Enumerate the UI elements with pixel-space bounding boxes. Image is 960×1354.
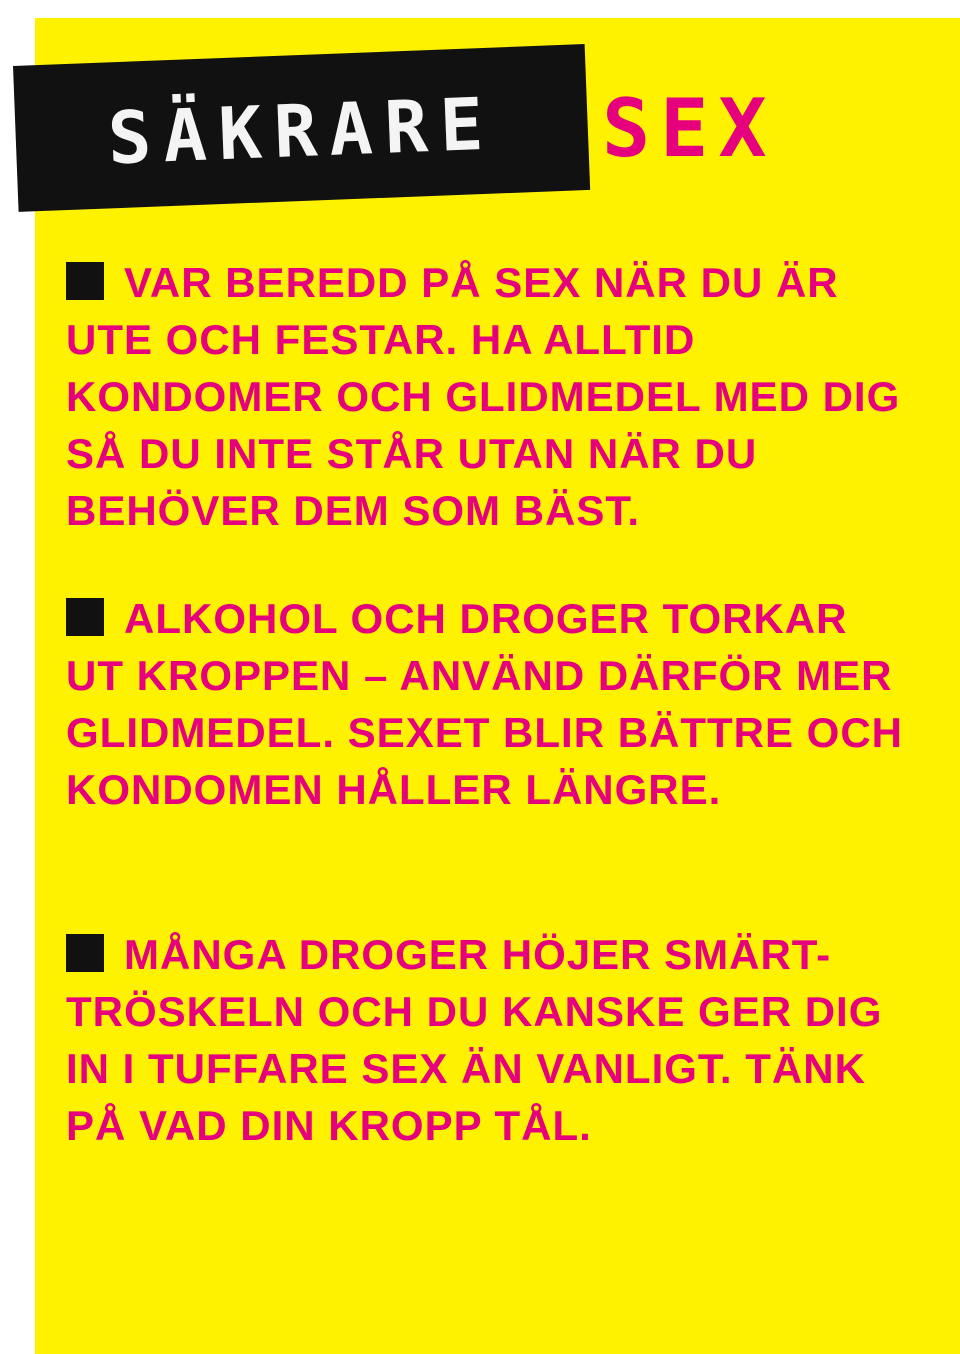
- paragraph-1: [66, 254, 906, 539]
- title-accent: SEX: [602, 82, 777, 175]
- paragraph-1-text: VAR BEREDD PÅ SEX NÄR DU ÄR UTE OCH FESTAR. HA ALLTID KONDOMER OCH GLIDMEDEL MED DIG SÅ DU INTE STÅR UTAN NÄR DU BEHÖVER DEM SOM BÄST.: [66, 259, 901, 534]
- square-bullet-icon: [66, 262, 104, 300]
- square-bullet-icon: [66, 598, 104, 636]
- title-main: SÄKRARE: [106, 81, 497, 181]
- paragraph-2-text: ALKOHOL OCH DROGER TORKAR UT KROPPEN – ANVÄND DÄRFÖR MER GLIDMEDEL. SEXET BLIR BÄTTRE OCH KONDOMEN HÅLLER LÄNGRE.: [66, 595, 904, 813]
- paragraph-3-text: MÅNGA DROGER HÖJER SMÄRT-TRÖSKELN OCH DU KANSKE GER DIG IN I TUFFARE SEX ÄN VANLIGT. TÄNK PÅ VAD DIN KROPP TÅL.: [66, 931, 883, 1149]
- paragraph-2: [66, 590, 906, 818]
- paragraph-3: [66, 926, 906, 1154]
- square-bullet-icon: [66, 934, 104, 972]
